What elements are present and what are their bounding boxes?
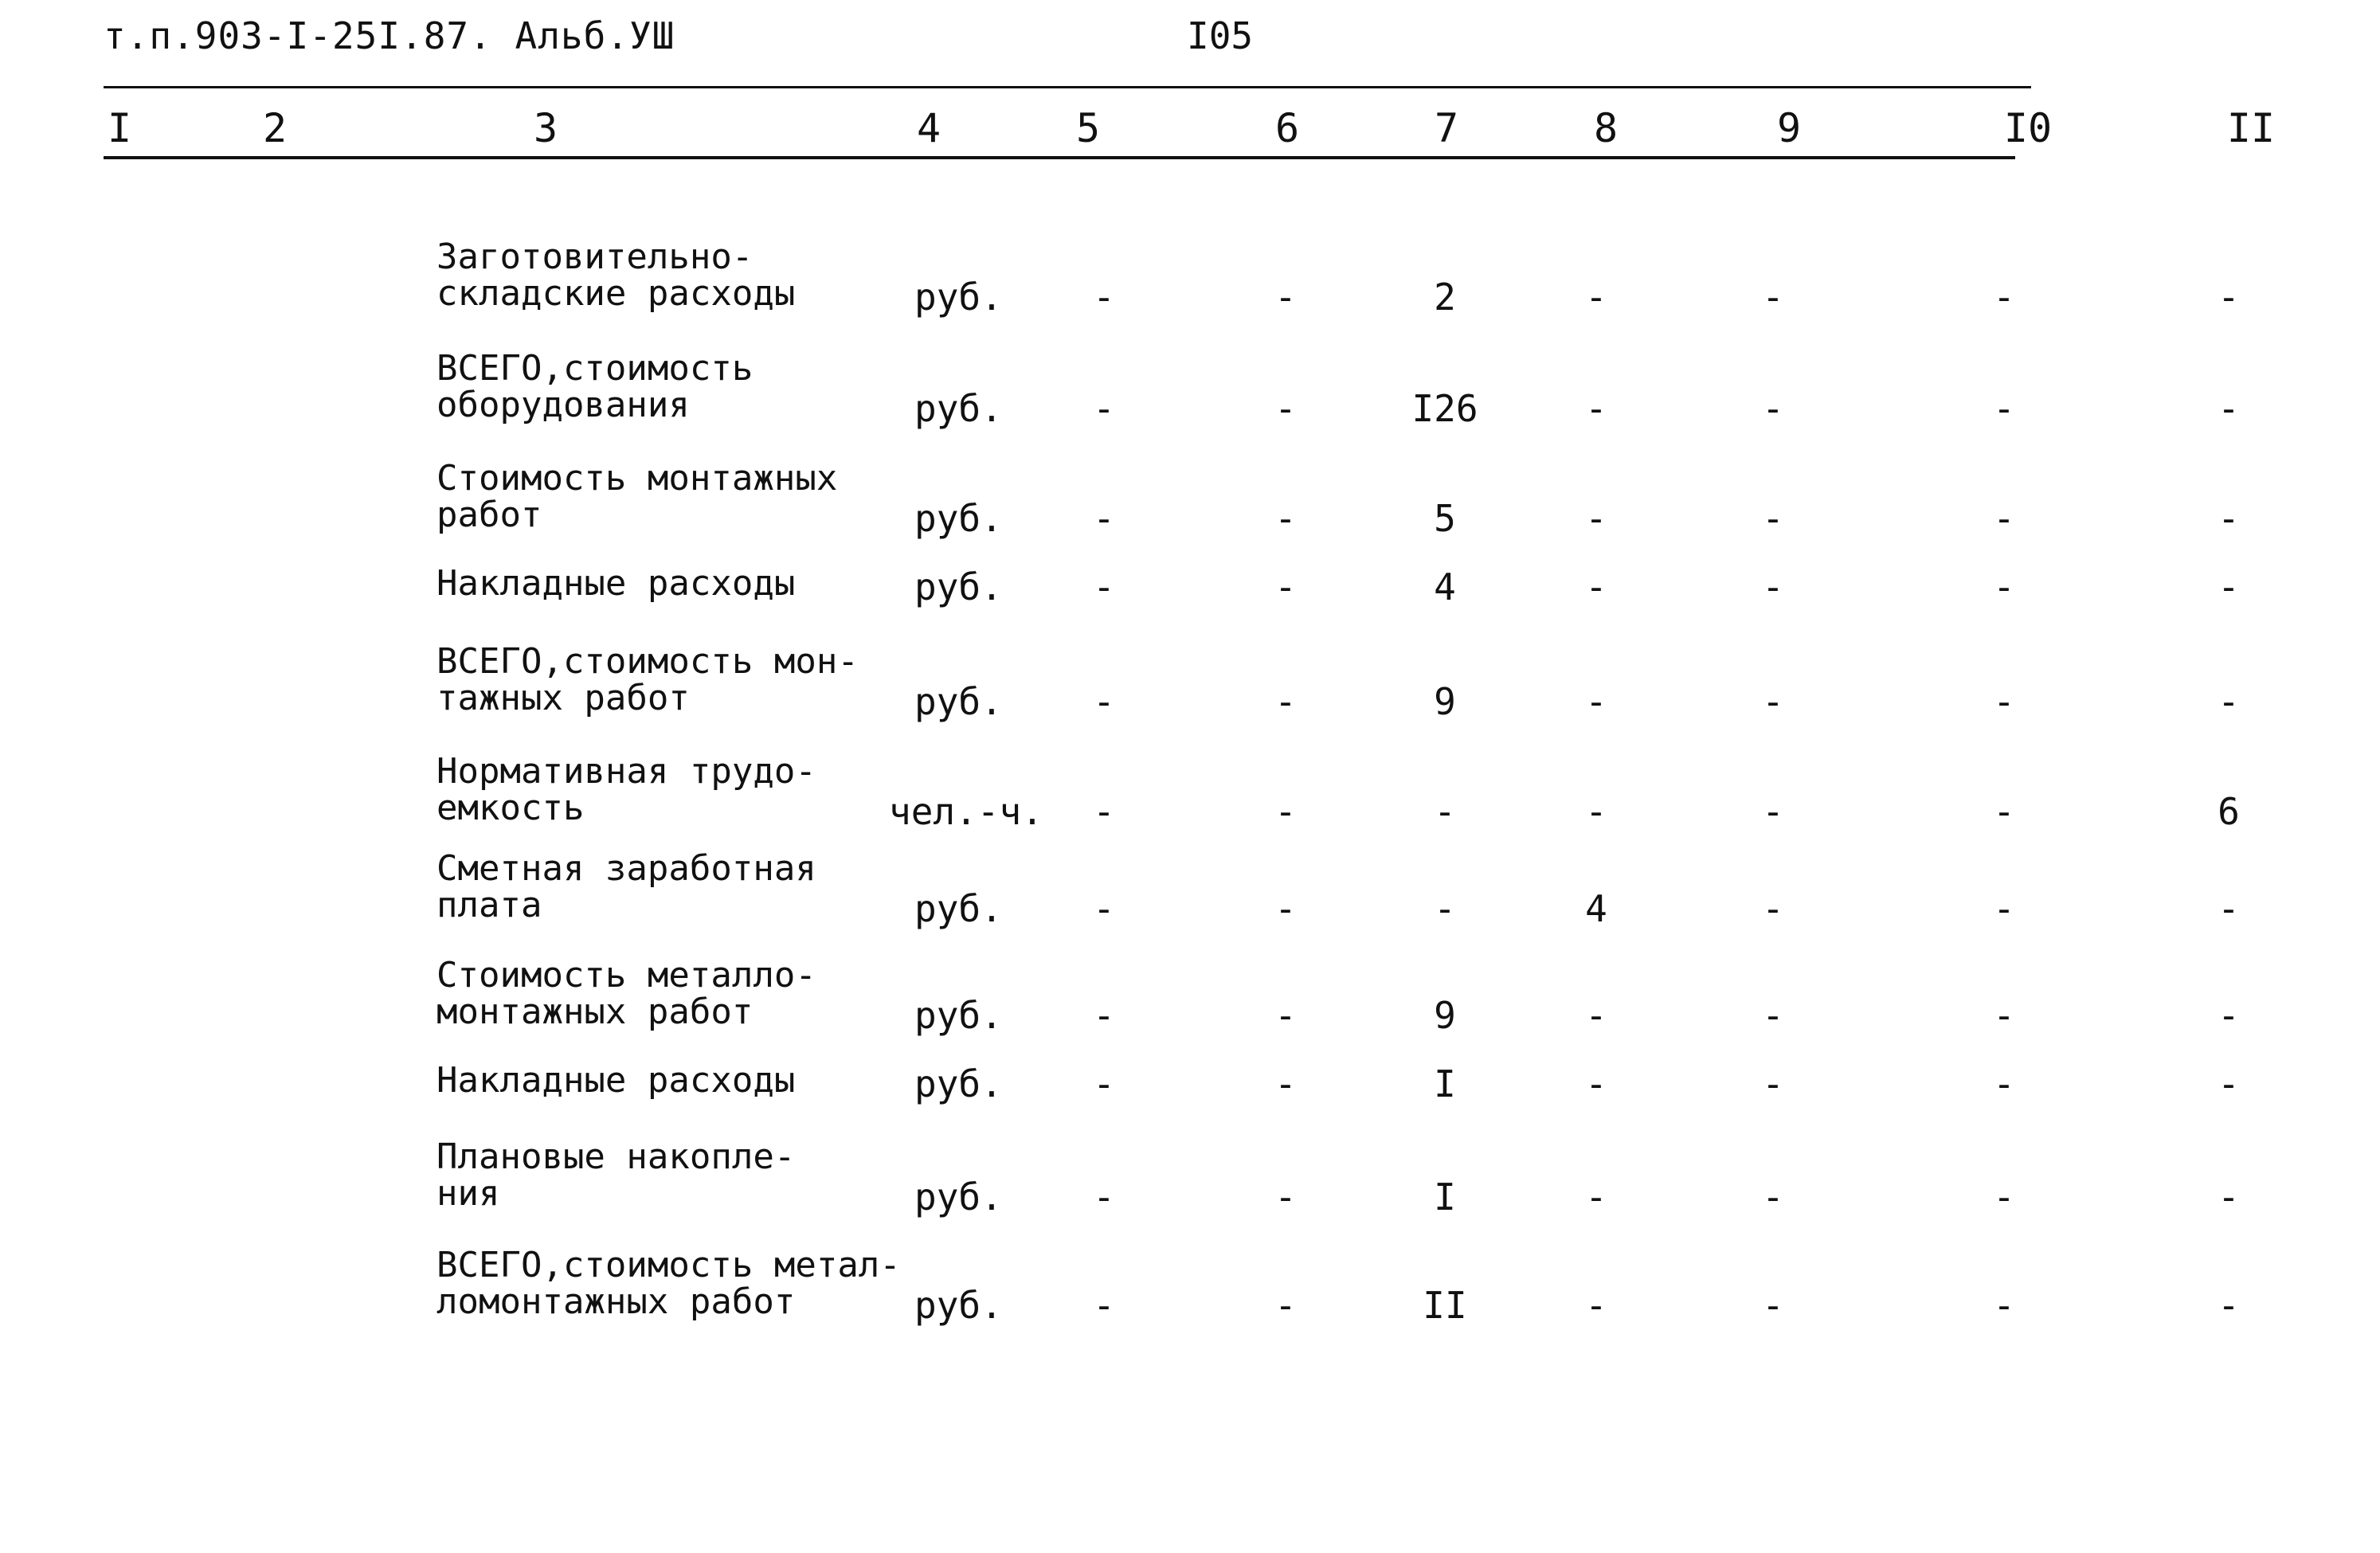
- cell-c6: -: [1274, 387, 1297, 430]
- cell-c5: -: [1093, 790, 1115, 833]
- cell-c6: -: [1274, 1176, 1297, 1219]
- row-unit: руб.: [914, 994, 1003, 1037]
- row-label: Накладные расходы: [436, 1060, 796, 1101]
- cell-c6: -: [1274, 565, 1297, 608]
- cell-c10: -: [1993, 1176, 2015, 1219]
- cell-c8: -: [1585, 1062, 1607, 1105]
- column-number: I0: [2003, 105, 2053, 151]
- row-unit: руб.: [914, 680, 1003, 723]
- cell-c5: -: [1093, 1062, 1115, 1105]
- cell-c8: -: [1585, 1284, 1607, 1327]
- row-label: Стоимость металло- монтажных работ: [436, 955, 816, 1032]
- cell-c10: -: [1993, 1062, 2015, 1105]
- cell-c11: -: [2218, 497, 2240, 540]
- cell-c7: 4: [1434, 565, 1456, 608]
- cell-c9: -: [1762, 1062, 1784, 1105]
- cell-c9: -: [1762, 680, 1784, 723]
- cell-c7: -: [1434, 887, 1456, 930]
- cell-c7: II: [1423, 1284, 1467, 1327]
- cell-c8: -: [1585, 497, 1607, 540]
- cell-c11: -: [2218, 680, 2240, 723]
- cell-c5: -: [1093, 387, 1115, 430]
- row-label: Нормативная трудо- емкость: [436, 751, 816, 828]
- cell-c9: -: [1762, 387, 1784, 430]
- cell-c11: -: [2218, 565, 2240, 608]
- row-label: Стоимость монтажных работ: [436, 458, 838, 535]
- row-unit: руб.: [914, 387, 1003, 430]
- cell-c8: -: [1585, 680, 1607, 723]
- row-label: ВСЕГО,стоимость оборудования: [436, 348, 754, 425]
- cell-c5: -: [1093, 1284, 1115, 1327]
- cell-c8: -: [1585, 387, 1607, 430]
- cell-c10: -: [1993, 497, 2015, 540]
- cell-c11: -: [2218, 387, 2240, 430]
- cell-c11: -: [2218, 276, 2240, 319]
- column-number: 2: [262, 105, 288, 151]
- cell-c10: -: [1993, 1284, 2015, 1327]
- column-number: 4: [916, 105, 941, 151]
- cell-c8: -: [1585, 994, 1607, 1037]
- row-unit: чел.-ч.: [889, 790, 1043, 833]
- cell-c6: -: [1274, 887, 1297, 930]
- header-rule-bottom: [104, 156, 2015, 159]
- cell-c9: -: [1762, 497, 1784, 540]
- row-unit: руб.: [914, 565, 1003, 608]
- cell-c6: -: [1274, 994, 1297, 1037]
- cell-c10: -: [1993, 680, 2015, 723]
- cell-c6: -: [1274, 790, 1297, 833]
- cell-c7: 9: [1434, 680, 1456, 723]
- cell-c11: -: [2218, 887, 2240, 930]
- row-label: Сметная заработная плата: [436, 848, 816, 925]
- cell-c8: -: [1585, 1176, 1607, 1219]
- cell-c5: -: [1093, 276, 1115, 319]
- cell-c10: -: [1993, 565, 2015, 608]
- cell-c8: -: [1585, 790, 1607, 833]
- cell-c11: 6: [2218, 790, 2240, 833]
- row-unit: руб.: [914, 276, 1003, 319]
- row-unit: руб.: [914, 887, 1003, 930]
- column-number: 8: [1593, 105, 1619, 151]
- cell-c8: -: [1585, 276, 1607, 319]
- cell-c11: -: [2218, 1176, 2240, 1219]
- cell-c9: -: [1762, 994, 1784, 1037]
- cell-c9: -: [1762, 1284, 1784, 1327]
- row-unit: руб.: [914, 497, 1003, 540]
- page-number: I05: [1187, 14, 1254, 57]
- cell-c10: -: [1993, 790, 2015, 833]
- cell-c7: 9: [1434, 994, 1456, 1037]
- row-label: Заготовительно- складские расходы: [436, 237, 796, 314]
- cell-c10: -: [1993, 887, 2015, 930]
- cell-c8: 4: [1585, 887, 1607, 930]
- cell-c11: -: [2218, 1284, 2240, 1327]
- cell-c10: -: [1993, 276, 2015, 319]
- cell-c10: -: [1993, 387, 2015, 430]
- row-unit: руб.: [914, 1062, 1003, 1105]
- column-number: I: [107, 105, 132, 151]
- column-number: 9: [1776, 105, 1802, 151]
- cell-c7: -: [1434, 790, 1456, 833]
- cell-c5: -: [1093, 994, 1115, 1037]
- cell-c5: -: [1093, 565, 1115, 608]
- column-number: 5: [1075, 105, 1101, 151]
- cell-c9: -: [1762, 276, 1784, 319]
- column-number: 6: [1274, 105, 1300, 151]
- header-rule-top: [104, 86, 2031, 88]
- row-label: Накладные расходы: [436, 563, 796, 604]
- column-number: II: [2226, 105, 2276, 151]
- cell-c11: -: [2218, 994, 2240, 1037]
- cell-c5: -: [1093, 680, 1115, 723]
- cell-c5: -: [1093, 887, 1115, 930]
- cell-c6: -: [1274, 276, 1297, 319]
- cell-c9: -: [1762, 565, 1784, 608]
- cell-c6: -: [1274, 1062, 1297, 1105]
- cell-c7: I: [1434, 1062, 1456, 1105]
- document-reference: т.п.903-I-25I.87. Альб.УШ: [104, 14, 675, 57]
- cell-c7: I26: [1411, 387, 1478, 430]
- cell-c10: -: [1993, 994, 2015, 1037]
- column-number: 3: [533, 105, 558, 151]
- cell-c6: -: [1274, 1284, 1297, 1327]
- cell-c9: -: [1762, 790, 1784, 833]
- row-label: ВСЕГО,стоимость метал- ломонтажных работ: [436, 1245, 901, 1322]
- row-unit: руб.: [914, 1284, 1003, 1327]
- cell-c9: -: [1762, 887, 1784, 930]
- cell-c6: -: [1274, 680, 1297, 723]
- cell-c8: -: [1585, 565, 1607, 608]
- cell-c6: -: [1274, 497, 1297, 540]
- row-unit: руб.: [914, 1176, 1003, 1219]
- cell-c9: -: [1762, 1176, 1784, 1219]
- row-label: ВСЕГО,стоимость мон- тажных работ: [436, 641, 859, 718]
- cell-c7: 5: [1434, 497, 1456, 540]
- cell-c5: -: [1093, 1176, 1115, 1219]
- cell-c5: -: [1093, 497, 1115, 540]
- cell-c7: 2: [1434, 276, 1456, 319]
- row-label: Плановые накопле- ния: [436, 1136, 796, 1214]
- column-number: 7: [1434, 105, 1459, 151]
- cell-c11: -: [2218, 1062, 2240, 1105]
- cell-c7: I: [1434, 1176, 1456, 1219]
